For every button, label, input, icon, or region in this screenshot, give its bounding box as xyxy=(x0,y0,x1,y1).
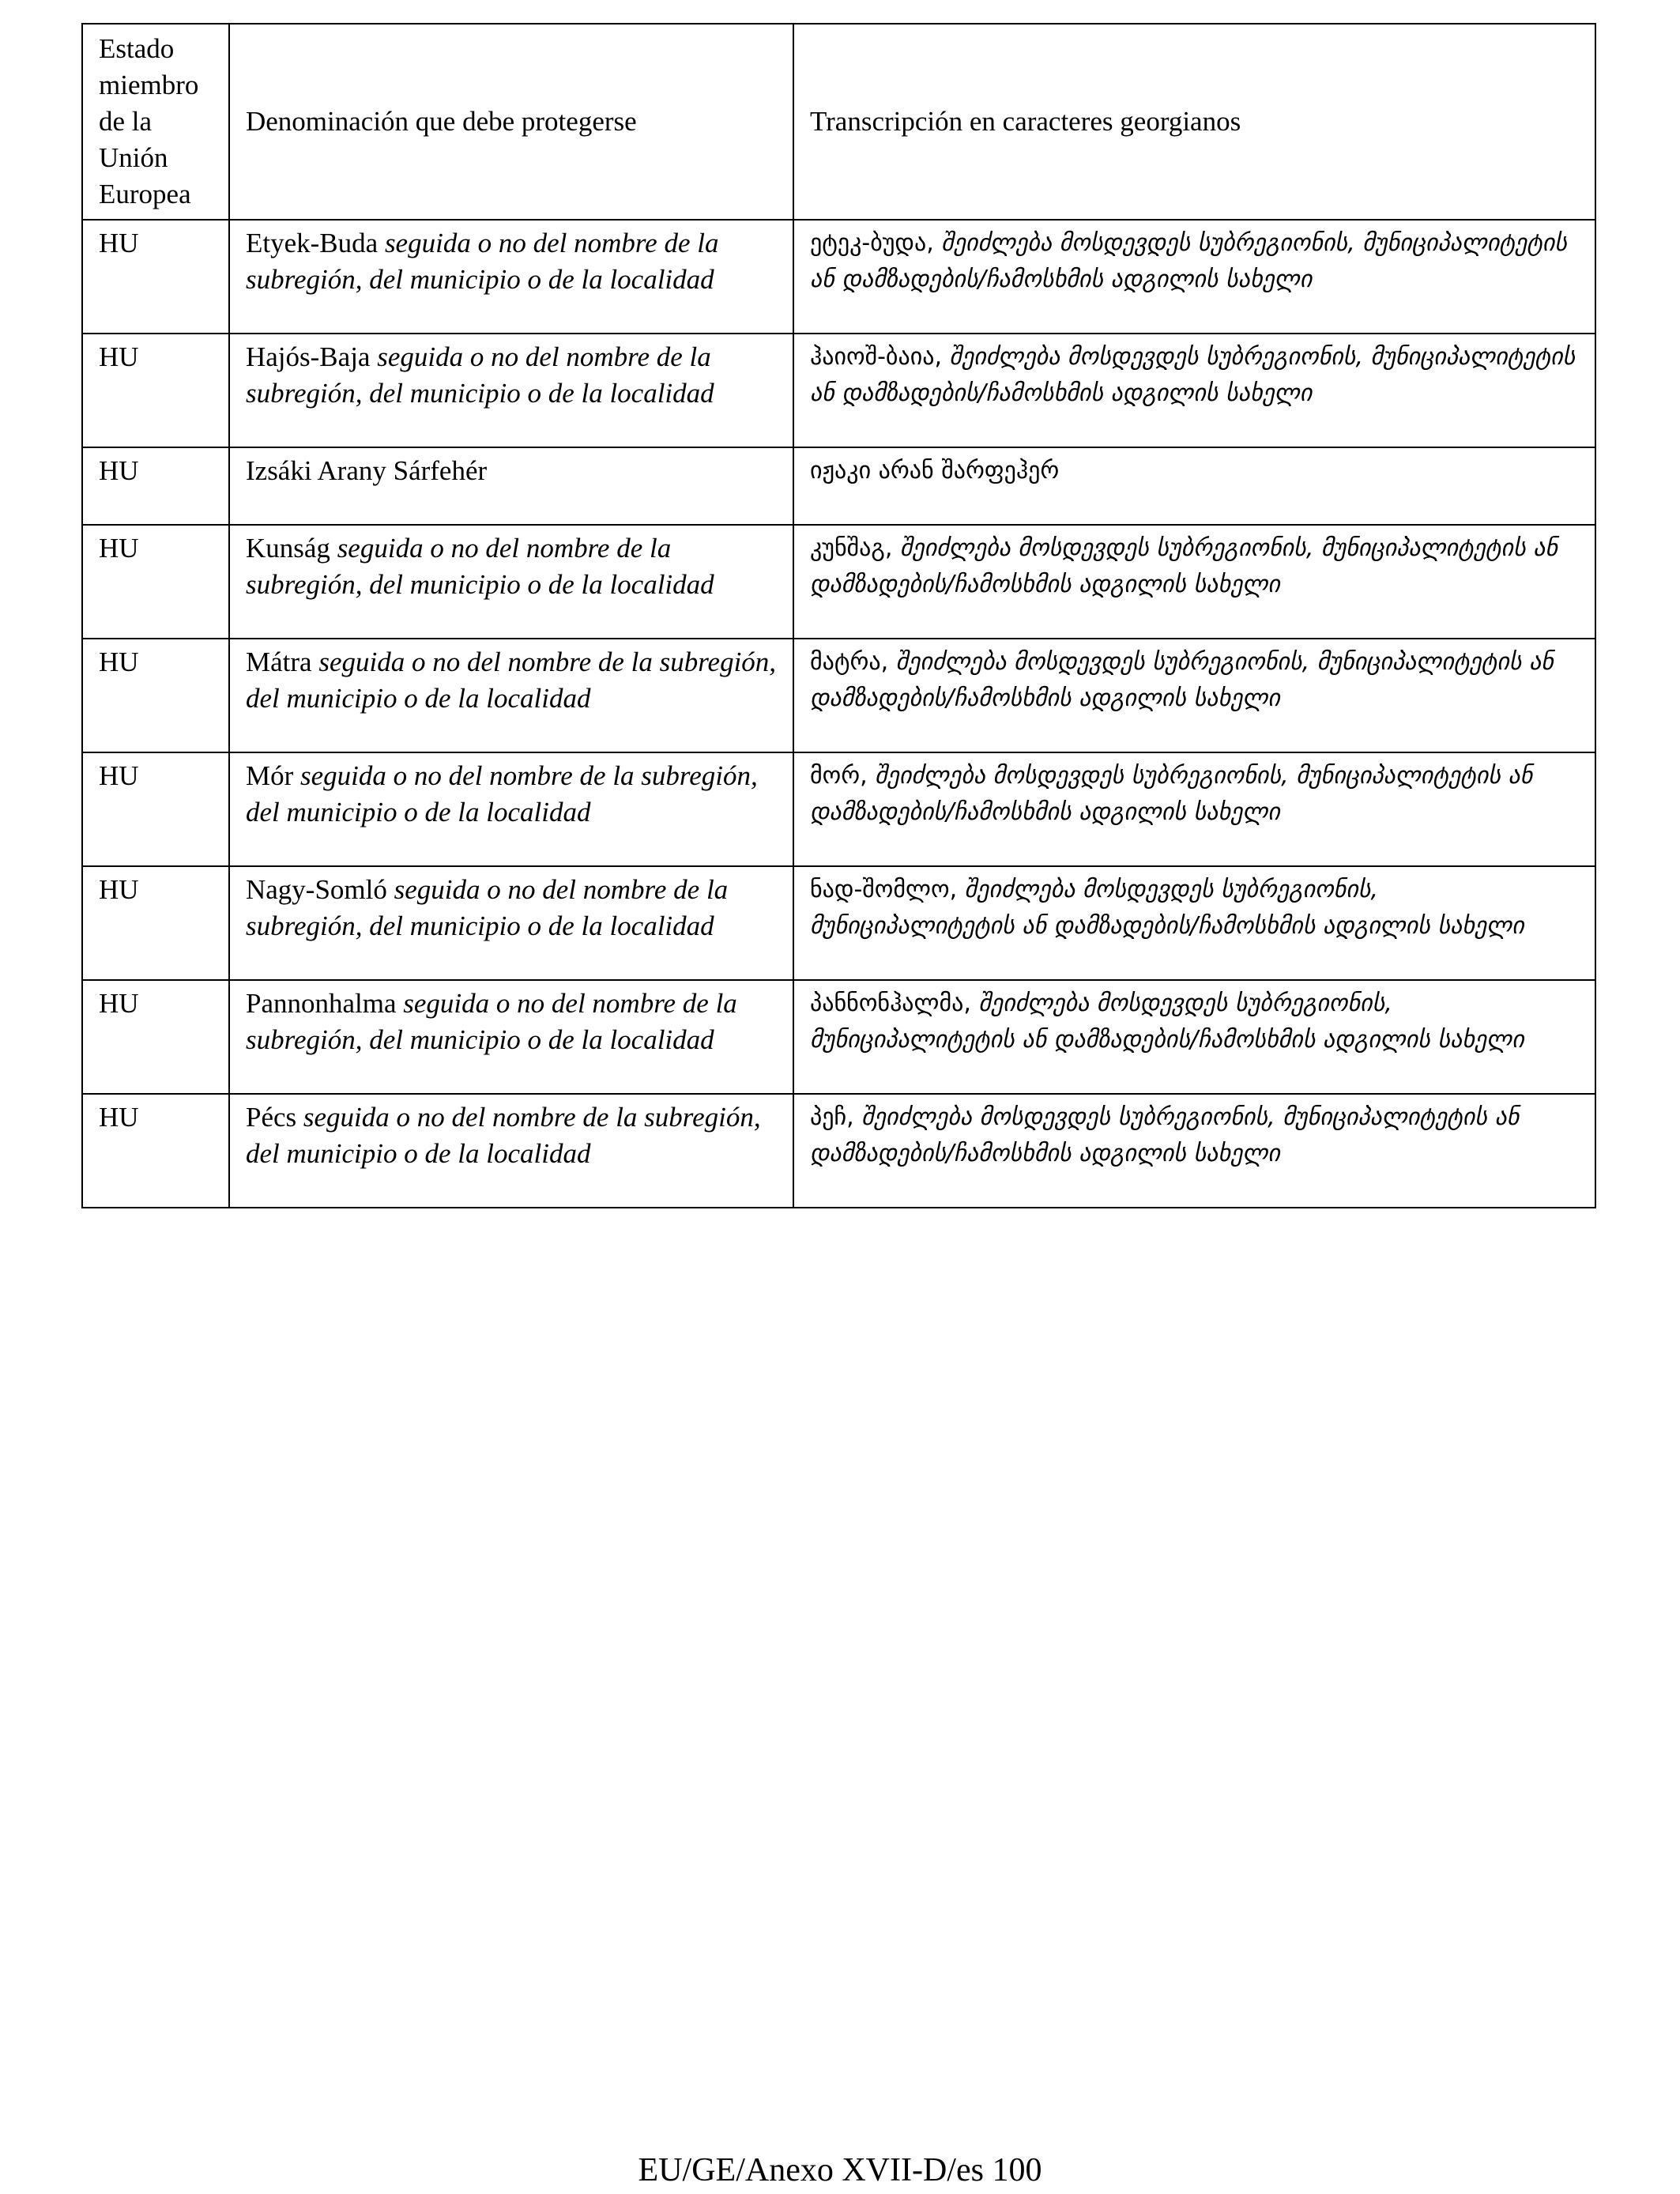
cell-protected-name xyxy=(229,866,793,980)
table-header xyxy=(82,24,1595,220)
name-text: Hajós-Baja xyxy=(246,341,371,372)
name-qualifier: seguida o no del nombre de la subregión, del municipio o de la localidad xyxy=(246,760,758,827)
name-text: Etyek-Buda xyxy=(246,228,379,258)
cell-protected-name xyxy=(229,525,793,639)
name-text: Mátra xyxy=(246,647,312,677)
cell-state: HU xyxy=(82,1094,229,1208)
table-row xyxy=(82,866,1595,980)
geo-name-text: იჟაკი არან შარფეჰერ xyxy=(810,457,1060,484)
cell-georgian-transcription xyxy=(793,447,1595,525)
cell-state: HU xyxy=(82,525,229,639)
name-qualifier: seguida o no del nombre de la subregión, del municipio o de la localidad xyxy=(246,1102,761,1169)
cell-protected-name xyxy=(229,752,793,866)
geo-qualifier: შეიძლება მოსდევდეს სუბრეგიონის, მუნიციპალიტეტის ან დამზადების/ჩამოსხმის ადგილის სახელი xyxy=(810,990,1524,1054)
table-body xyxy=(82,220,1595,1208)
cell-state: HU xyxy=(82,639,229,752)
cell-protected-name xyxy=(229,1094,793,1208)
cell-protected-name xyxy=(229,980,793,1094)
cell-state: HU xyxy=(82,752,229,866)
geo-qualifier: შეიძლება მოსდევდეს სუბრეგიონის, მუნიციპალიტეტის ან დამზადების/ჩამოსხმის ადგილის სახელი xyxy=(810,648,1554,712)
cell-state: HU xyxy=(82,334,229,447)
cell-protected-name xyxy=(229,639,793,752)
geo-name-text: კუნშაგ, xyxy=(810,534,893,562)
cell-protected-name xyxy=(229,334,793,447)
cell-georgian-transcription xyxy=(793,220,1595,334)
geo-name-text: ჰაიოშ-ბაია, xyxy=(810,343,942,371)
cell-georgian-transcription xyxy=(793,866,1595,980)
name-text: Pannonhalma xyxy=(246,988,397,1019)
cell-protected-name xyxy=(229,220,793,334)
cell-georgian-transcription xyxy=(793,525,1595,639)
cell-state: HU xyxy=(82,447,229,525)
geo-name-text: ეტეკ-ბუდა, xyxy=(810,229,934,257)
cell-georgian-transcription xyxy=(793,1094,1595,1208)
name-text: Kunság xyxy=(246,533,330,564)
geo-qualifier: შეიძლება მოსდევდეს სუბრეგიონის, მუნიციპალიტეტის ან დამზადების/ჩამოსხმის ადგილის სახელი xyxy=(810,229,1568,293)
header-protected-name: Denominación que debe protegerse xyxy=(229,24,793,220)
cell-georgian-transcription xyxy=(793,980,1595,1094)
cell-georgian-transcription xyxy=(793,639,1595,752)
page-footer: EU/GE/Anexo XVII-D/es 100 xyxy=(638,2152,1042,2188)
name-text: Nagy-Somló xyxy=(246,874,387,905)
cell-state: HU xyxy=(82,866,229,980)
geo-qualifier: შეიძლება მოსდევდეს სუბრეგიონის, მუნიციპალიტეტის ან დამზადების/ჩამოსხმის ადგილის სახელი xyxy=(810,762,1533,826)
geo-name-text: პანნონჰალმა, xyxy=(810,990,971,1017)
header-row xyxy=(82,24,1595,220)
name-text: Mór xyxy=(246,760,294,791)
name-qualifier: seguida o no del nombre de la subregión, del municipio o de la localidad xyxy=(246,341,714,409)
geo-qualifier: შეიძლება მოსდევდეს სუბრეგიონის, მუნიციპალიტეტის ან დამზადების/ჩამოსხმის ადგილის სახელი xyxy=(810,534,1558,598)
table-row xyxy=(82,220,1595,334)
table-row xyxy=(82,1094,1595,1208)
cell-georgian-transcription xyxy=(793,752,1595,866)
name-text: Izsáki Arany Sárfehér xyxy=(246,455,488,486)
table-row xyxy=(82,980,1595,1094)
header-georgian-transcription: Transcripción en caracteres georgianos xyxy=(793,24,1595,220)
cell-state: HU xyxy=(82,220,229,334)
protected-names-table xyxy=(81,23,1596,1208)
cell-georgian-transcription xyxy=(793,334,1595,447)
name-text: Pécs xyxy=(246,1102,297,1133)
name-qualifier: seguida o no del nombre de la subregión, del municipio o de la localidad xyxy=(246,533,714,600)
geo-qualifier: შეიძლება მოსდევდეს სუბრეგიონის, მუნიციპალიტეტის ან დამზადების/ჩამოსხმის ადგილის სახელი xyxy=(810,343,1576,407)
table-row xyxy=(82,334,1595,447)
geo-name-text: ნად-შომლო, xyxy=(810,876,958,903)
table-row xyxy=(82,752,1595,866)
geo-qualifier: შეიძლება მოსდევდეს სუბრეგიონის, მუნიციპალიტეტის ან დამზადების/ჩამოსხმის ადგილის სახელი xyxy=(810,1103,1520,1167)
name-qualifier: seguida o no del nombre de la subregión, del municipio o de la localidad xyxy=(246,988,737,1055)
cell-protected-name xyxy=(229,447,793,525)
table-row xyxy=(82,525,1595,639)
table-row xyxy=(82,447,1595,525)
name-qualifier: seguida o no del nombre de la subregión, del municipio o de la localidad xyxy=(246,228,719,295)
geo-name-text: მორ, xyxy=(810,762,868,790)
name-qualifier: seguida o no del nombre de la subregión, del municipio o de la localidad xyxy=(246,874,729,941)
geo-name-text: პეჩ, xyxy=(810,1103,854,1131)
geo-name-text: მატრა, xyxy=(810,648,889,676)
cell-state: HU xyxy=(82,980,229,1094)
header-state: Estado miembro de la Unión Europea xyxy=(82,24,229,220)
geo-qualifier: შეიძლება მოსდევდეს სუბრეგიონის, მუნიციპალიტეტის ან დამზადების/ჩამოსხმის ადგილის სახელი xyxy=(810,876,1524,940)
table-row xyxy=(82,639,1595,752)
name-qualifier: seguida o no del nombre de la subregión, del municipio o de la localidad xyxy=(246,647,777,714)
